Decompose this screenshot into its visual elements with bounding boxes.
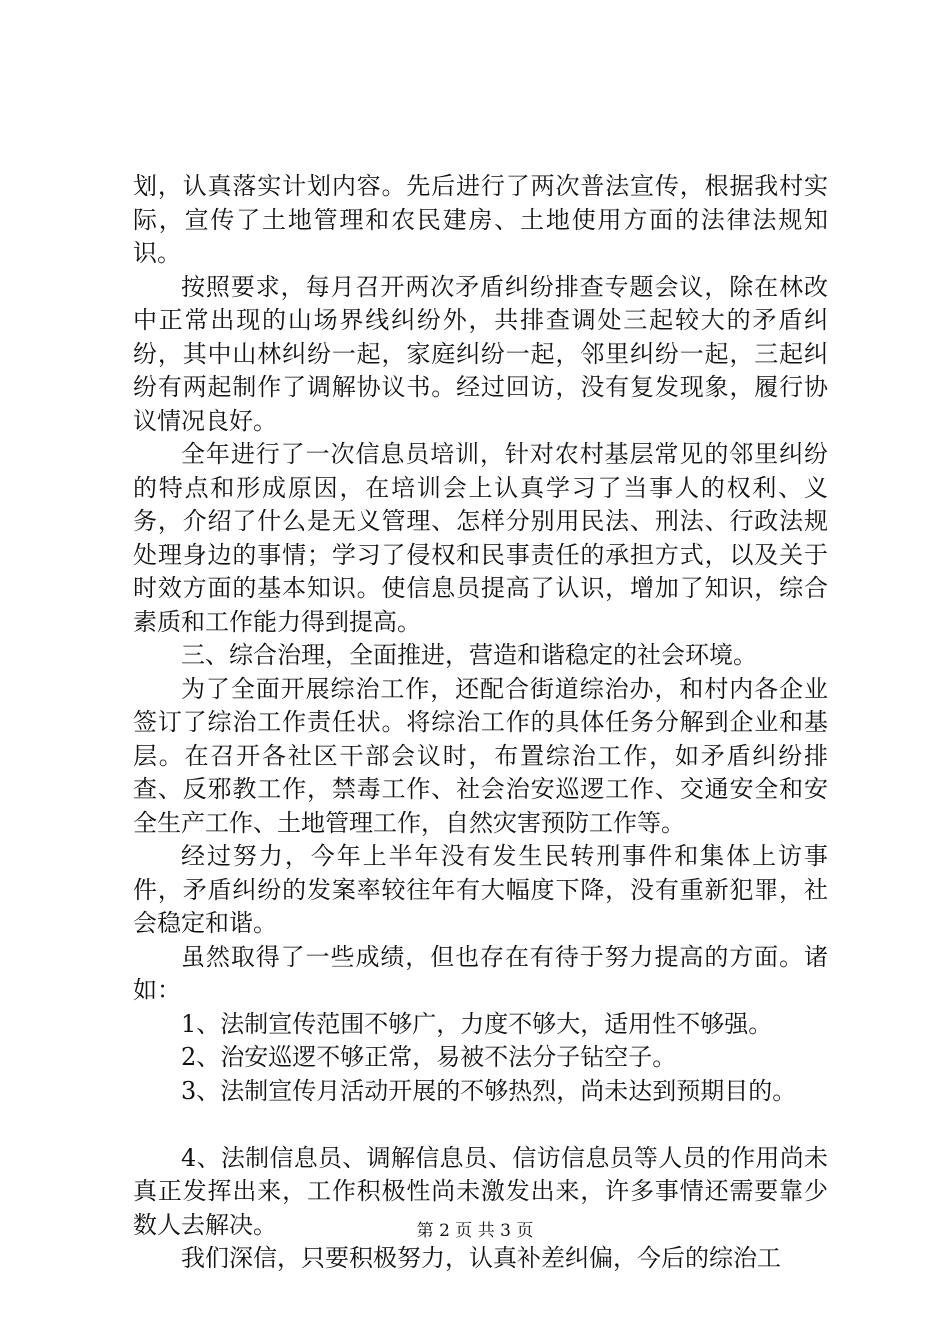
page-number-footer: 第 2 页 共 3 页 [416, 1221, 534, 1241]
blank-line [133, 1108, 828, 1142]
paragraph-results: 经过努力，今年上半年没有发生民转刑事件和集体上访事件，矛盾纠纷的发案率较往年有大幅度下降，没有重新犯罪，社会稳定和谐。 [133, 842, 828, 937]
paragraph-continuation: 划，认真落实计划内容。先后进行了两次普法宣传，根据我村实际，宣传了土地管理和农民建房、土地使用方面的法律法规知识。 [133, 172, 828, 267]
document-body [133, 170, 828, 1276]
list-item-1: 1、法制宣传范围不够广，力度不够大，适用性不够强。 [181, 1009, 773, 1038]
paragraph-conclusion: 我们深信，只要积极努力，认真补差纠偏，今后的综治工 [181, 1244, 781, 1272]
section-heading-3: 三、综合治理，全面推进，营造和谐稳定的社会环境。 [181, 641, 757, 669]
paragraph-informant-training: 全年进行了一次信息员培训，针对农村基层常见的邻里纠纷的特点和形成原因，在培训会上认真学习了当事人的权利、义务，介绍了什么是无义管理、怎样分别用民法、刑法、行政法规处理身边的事情；学习了侵权和民事责任的承担方式，以及关于时效方面的基本知识。使信息员提高了认识，增加了知识，综合素质和工作能力得到提高。 [133, 440, 828, 636]
paragraph-dispute-meetings: 按照要求，每月召开两次矛盾纠纷排查专题会议，除在林改中正常出现的山场界线纠纷外，共排查调处三起较大的矛盾纠纷，其中山林纠纷一起，家庭纠纷一起，邻里纠纷一起，三起纠纷有两起制作了调解协议书。经过回访，没有复发现象，履行协议情况良好。 [133, 272, 828, 435]
list-item-3: 3、法制宣传月活动开展的不够热烈，尚未达到预期目的。 [181, 1076, 797, 1105]
list-item-2: 2、治安巡逻不够正常，易被不法分子钻空子。 [181, 1043, 677, 1071]
paragraph-shortcomings-intro: 虽然取得了一些成绩，但也存在有待于努力提高的方面。诸如： [133, 942, 828, 1004]
list-item-4: 4、法制信息员、调解信息员、信访信息员等人员的作用尚未真正发挥出来，工作积极性尚未激发出来，许多事情还需要靠少数人去解决。 [133, 1143, 828, 1239]
paragraph-comprehensive-governance: 为了全面开展综治工作，还配合街道综治办，和村内各企业签订了综治工作责任状。将综治工作的具体任务分解到企业和基层。在召开各社区干部会议时，布置综治工作，如矛盾纠纷排查、反邪教工作，禁毒工作、社会治安巡逻工作、交通安全和安全生产工作、土地管理工作，自然灾害预防工作等。 [133, 674, 828, 837]
